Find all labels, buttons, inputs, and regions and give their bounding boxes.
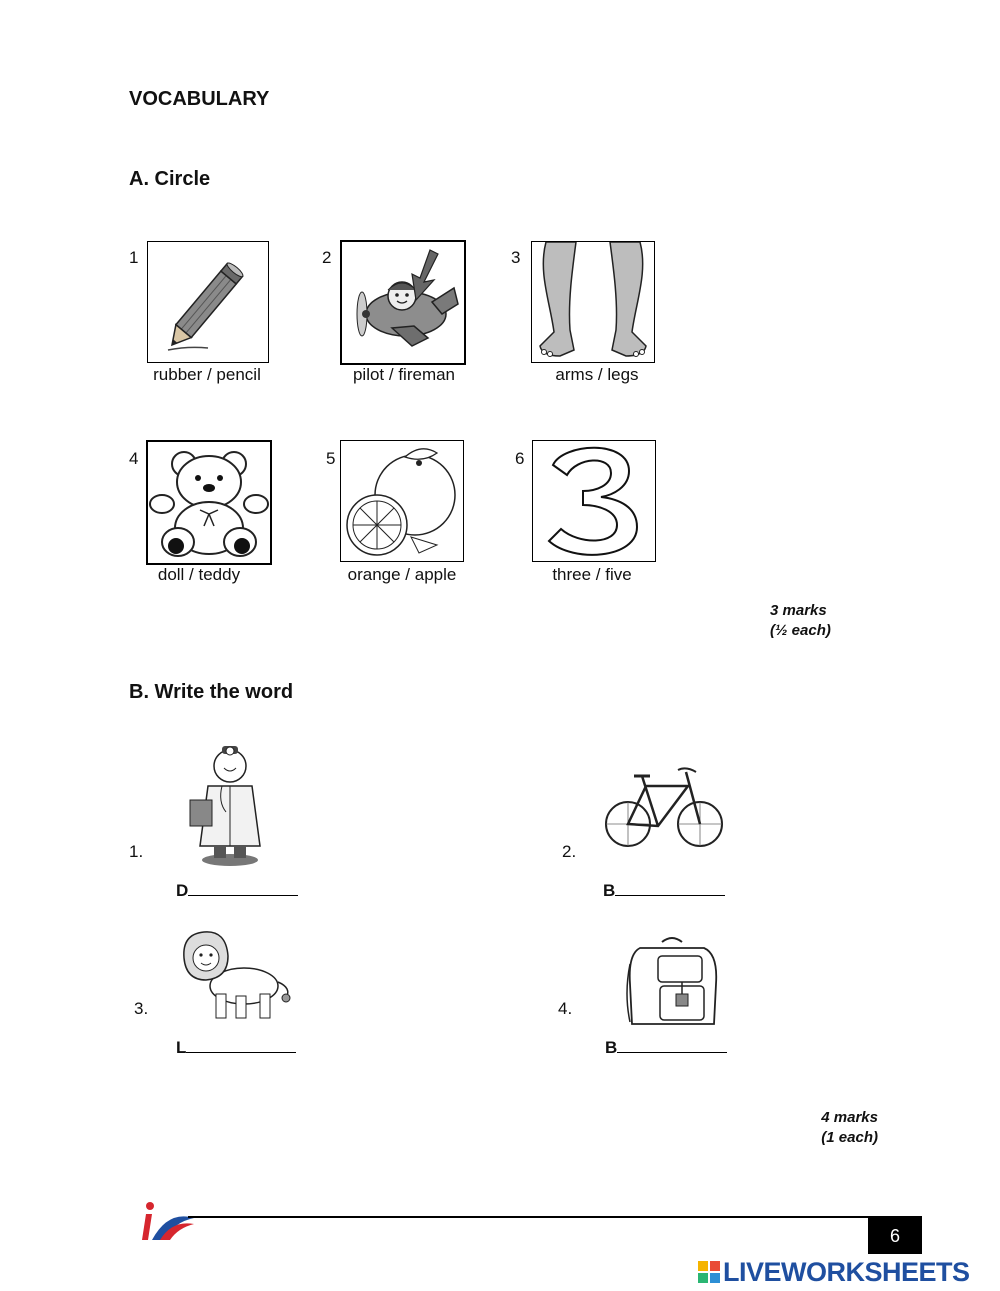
item-number: 1.	[129, 842, 144, 861]
footer-rule	[188, 1216, 870, 1218]
doctor-picture	[176, 742, 284, 868]
section-b-title: B. Write the word	[129, 681, 294, 703]
backpack-picture	[622, 934, 722, 1030]
item-number: 4.	[558, 999, 573, 1018]
item-number: 2	[322, 248, 332, 267]
answer-blank[interactable]	[176, 880, 298, 901]
section-a-title: A. Circle	[129, 168, 211, 190]
marks-each: (½ each)	[770, 622, 831, 639]
item-caption: pilot / fireman	[352, 365, 456, 384]
item-number: 3	[511, 248, 521, 267]
answer-letter: B	[603, 881, 616, 900]
backpack-icon	[622, 934, 722, 1030]
item-caption: doll / teddy	[157, 565, 241, 584]
pencil-icon	[148, 242, 268, 362]
item-number: 2.	[562, 842, 577, 861]
legs-picture	[531, 241, 655, 363]
liveworksheets-brand	[698, 1256, 970, 1287]
lion-icon	[180, 928, 296, 1024]
teddy-picture	[146, 440, 272, 565]
brand-name: LIVEWORKSHEETS	[723, 1256, 970, 1287]
teddy-bear-icon	[148, 442, 270, 563]
doctor-icon	[176, 742, 284, 868]
answer-blank[interactable]	[605, 1037, 727, 1058]
bicycle-picture	[604, 762, 724, 858]
three-picture	[532, 440, 656, 562]
answer-letter: L	[176, 1038, 187, 1057]
school-logo	[138, 1200, 196, 1244]
marks-total: 4 marks	[821, 1109, 878, 1126]
section-a-marks	[770, 601, 831, 641]
section-b-marks	[812, 1108, 878, 1148]
pencil-picture	[147, 241, 269, 363]
legs-icon	[532, 242, 654, 362]
item-caption: arms / legs	[555, 365, 639, 384]
marks-each: (1 each)	[821, 1129, 878, 1146]
marks-total: 3 marks	[770, 602, 827, 619]
page-number: 6	[868, 1216, 922, 1254]
liveworksheets-logo-icon	[698, 1261, 720, 1283]
number-three-icon	[533, 441, 655, 561]
item-caption: three / five	[552, 565, 632, 584]
answer-blank[interactable]	[603, 880, 725, 901]
item-number: 4	[129, 449, 139, 468]
pilot-picture	[340, 240, 466, 365]
orange-icon	[341, 441, 463, 561]
page-heading: VOCABULARY	[129, 88, 270, 110]
answer-letter: B	[605, 1038, 618, 1057]
airplane-pilot-icon	[342, 242, 464, 363]
item-caption: rubber / pencil	[153, 365, 261, 384]
item-caption: orange / apple	[347, 565, 457, 584]
item-number: 1	[129, 248, 139, 267]
answer-letter: D	[176, 881, 189, 900]
school-logo-icon	[138, 1200, 196, 1244]
bicycle-icon	[604, 762, 724, 858]
lion-picture	[180, 928, 296, 1024]
item-number: 6	[515, 449, 525, 468]
orange-picture	[340, 440, 464, 562]
item-number: 5	[326, 449, 336, 468]
item-number: 3.	[134, 999, 149, 1018]
answer-blank[interactable]	[176, 1037, 296, 1058]
